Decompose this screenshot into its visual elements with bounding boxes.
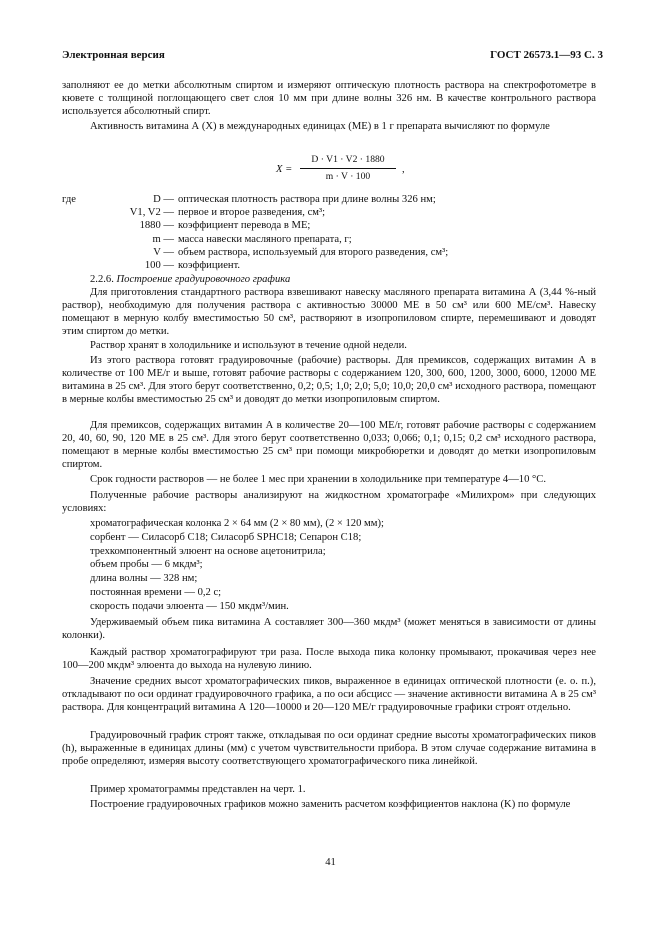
header-right: ГОСТ 26573.1—93 С. 3 [490, 49, 603, 61]
paragraph-10: Каждый раствор хроматографируют три раза. После выхода пика колонку промывают, прокачивая через нее 100—200 мкдм³ элюента до выхода на нулевую линию. [62, 647, 596, 671]
paragraph-1: заполняют ее до метки абсолютным спиртом и измеряют оптическую плотность раствора на спектрофотометре в кювете с толщиной поглощающего свет слоя 10 мм при длине волны 326 нм. В качестве контрольного раствора используется абсолютный спирт. [62, 80, 596, 117]
paragraph-6: Для премиксов, содержащих витамин А в количестве 20—100 МЕ/г, готовят рабочие растворы с содержанием 20, 40, 60, 90, 120 МЕ в 25 см³. Для этого берут соответственно 0,033; 0,066; 0,1; 0,15; 0,2 см³ исходного раствора, помещают в мерные колбы вместимостью 25 см³ при помощи микробюретки и доводят до метки изопропиловым спиртом. [62, 420, 596, 470]
formula-activity [276, 153, 446, 187]
definition-text: масса навески масляного препарата, г; [178, 233, 352, 245]
fraction-bar [300, 168, 396, 169]
definition-symbol: D — [153, 194, 174, 205]
definition-row [62, 220, 596, 233]
formula-denominator: m · V · 100 [325, 171, 371, 182]
condition-item: скорость подачи элюента — 150 мкдм³/мин. [90, 600, 289, 612]
definition-text: коэффициент перевода в МЕ; [178, 220, 311, 232]
definition-symbol: 100 — [144, 259, 174, 271]
paragraph-8: Полученные рабочие растворы анализируют на жидкостном хроматографе «Милихром» при следующих условиях: [62, 490, 596, 514]
definitions-list [62, 194, 596, 273]
paragraph-9: Удерживаемый объем пика витамина А составляет 300—360 мкдм³ (может меняться в зависимости от длины колонки). [62, 617, 596, 641]
condition-item: трехкомпонентный элюент на основе ацетонитрила; [90, 545, 326, 557]
header-left: Электронная версия [62, 49, 165, 61]
paragraph-13: Пример хроматограммы представлен на черт. 1. [90, 784, 306, 795]
paragraph-14: Построение градуировочных графиков можно заменить расчетом коэффициентов наклона (K) по формуле [90, 799, 571, 810]
definition-row [62, 207, 596, 220]
definition-symbol: V1, V2 — [129, 207, 174, 219]
condition-item: объем пробы — 6 мкдм³; [90, 559, 203, 571]
paragraph-12: Градуировочный график строят также, откладывая по оси ординат средние высоты хроматографических пиков (h), выраженные в единицах длины (мм) с учетом чувствительности прибора. В этом случае содержание витамина в пробе определяют, измеряя высоту соответствующего хроматографического пика линейкой. [62, 730, 596, 767]
formula-lhs: X = [276, 164, 293, 175]
paragraph-11: Значение средних высот хроматографических пиков, выраженное в единицах оптической плотности (е. о. п.), откладывают по оси ординат градуировочного графика, а по оси абсцисс — значение активности витамина А в 25 см³ раствора. Для концентраций витамина А 120—10000 и 20—120 МЕ/г градуировочные графики строят отдельно. [62, 676, 596, 713]
paragraph-3: Для приготовления стандартного раствора взвешивают навеску масляного препарата витамина А (3,44 %-ный раствор), необходимую для получения раствора с активностью 30000 МЕ в 50 см³ или 600 МЕ/см³. Навеску помещают в мерную колбу вместимостью 50 см³, растворяют в изопропиловом спирте, перемешивают и доводят этим спиртом до метки. [62, 287, 596, 337]
definition-row [62, 194, 596, 207]
condition-item: сорбент — Силасорб C18; Силасорб SPHC18; Сепарон C18; [90, 531, 362, 543]
section-number: 2.2.6. [90, 274, 114, 285]
definition-row [62, 247, 596, 260]
definition-text: объем раствора, используемый для второго разведения, см³; [178, 246, 449, 258]
definition-symbol: m — [152, 233, 174, 245]
page-number: 41 [325, 857, 336, 868]
formula-numerator: D · V1 · V2 · 1880 [311, 154, 385, 165]
formula-trailer: , [402, 164, 405, 175]
section-heading [90, 274, 290, 287]
definitions-where: где [62, 194, 76, 205]
paragraph-4: Раствор хранят в холодильнике и используют в течение одной недели. [90, 340, 407, 351]
paragraph-5: Из этого раствора готовят градуировочные (рабочие) растворы. Для премиксов, содержащих витамин А в количестве от 100 МЕ/г и выше, готовят рабочие растворы с содержанием 120, 300, 600, 1200, 3000, 6000, 12000 МЕ витамина в 25 см³. Для этого берут соответственно, 0,2; 0,5; 1,0; 2,0; 5,0; 10,0; 20,0 см³ исходного раствора, помещают в мерные колбы вместимостью 25 см³ и доводят до метки изопропиловым спиртом. [62, 355, 596, 405]
paragraph-2: Активность витамина А (X) в международных единицах (МЕ) в 1 г препарата вычисляют по формуле [90, 121, 550, 132]
condition-item: хроматографическая колонка 2 × 64 мм (2 × 80 мм), (2 × 120 мм); [90, 518, 384, 529]
definition-text: коэффициент. [178, 259, 241, 271]
definition-row [62, 234, 596, 247]
definition-text: первое и второе разведения, см³; [178, 207, 326, 219]
definition-row [62, 260, 596, 273]
section-title: Построение градуировочного графика [116, 274, 291, 285]
condition-item: длина волны — 328 нм; [90, 573, 198, 585]
paragraph-7: Срок годности растворов — не более 1 мес при хранении в холодильнике при температуре 4—10 °С. [90, 474, 546, 485]
conditions-list [90, 518, 596, 615]
definition-text: оптическая плотность раствора при длине волны 326 нм; [178, 194, 436, 205]
definition-symbol: 1880 — [139, 220, 174, 232]
definition-symbol: V — [153, 246, 174, 258]
condition-item: постоянная времени — 0,2 с; [90, 586, 222, 598]
